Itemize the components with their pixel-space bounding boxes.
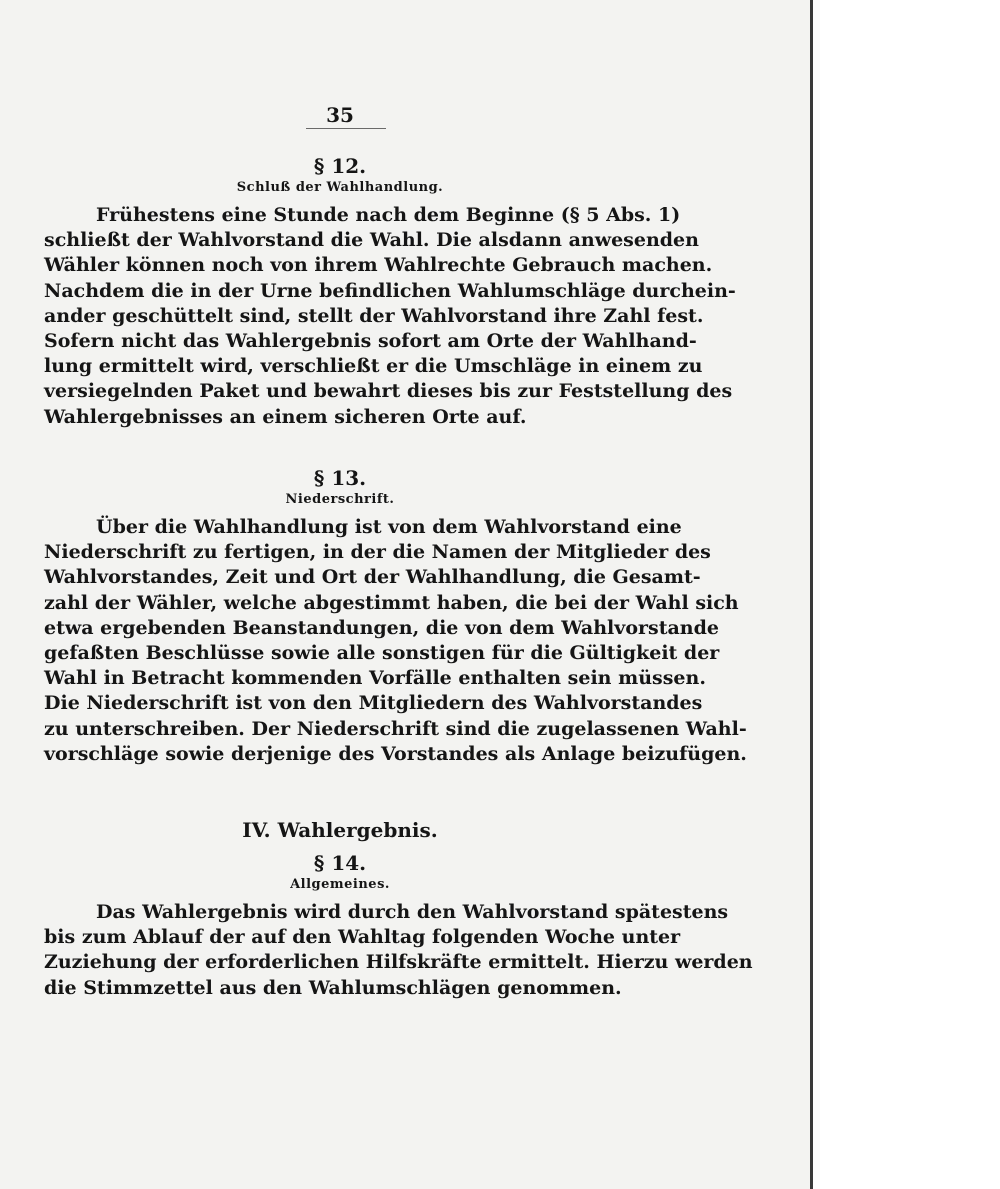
text-line: vorschläge sowie derjenige des Vorstandes als Anlage beizufügen. (44, 742, 747, 765)
page-number-rule (306, 128, 386, 129)
page-number: 35 (326, 103, 354, 127)
text-line: Die Niederschrift ist von den Mitgliedern des Wahlvorstandes (44, 692, 703, 715)
section-13-paragraph (44, 515, 747, 767)
section-12-number: § 12. (313, 154, 367, 178)
text-line: schließt der Wahlvorstand die Wahl. Die alsdann anwesenden (44, 229, 699, 252)
text-line: Wähler können noch von ihrem Wahlrechte Gebrauch machen. (44, 254, 713, 277)
text-line: Nachdem die in der Urne befindlichen Wahlumschläge durchein- (44, 279, 736, 302)
text-line: gefaßten Beschlüsse sowie alle sonstigen für die Gültigkeit der (44, 641, 720, 664)
section-12-title: Schluß der Wahlhandlung. (236, 180, 444, 195)
section-12-paragraph (44, 203, 736, 430)
text-line: zahl der Wähler, welche abgestimmt haben, die bei der Wahl sich (44, 591, 739, 614)
text-line: Wahlvorstandes, Zeit und Ort der Wahlhandlung, die Gesamt- (44, 566, 701, 589)
section-14-number: § 14. (313, 851, 367, 875)
page-edge-divider (810, 0, 813, 1189)
text-line: Das Wahlergebnis wird durch den Wahlvorstand spätestens (96, 901, 729, 923)
text-line: die Stimmzettel aus den Wahlumschlägen genommen. (44, 976, 622, 999)
text-line: Wahl in Betracht kommenden Vorfälle enthalten sein müssen. (44, 667, 706, 690)
text-line: Wahlergebnisses an einem sicheren Orte auf. (44, 405, 527, 428)
text-line: Frühestens eine Stunde nach dem Beginne (§ 5 Abs. 1) (96, 204, 681, 226)
text-line: bis zum Ablauf der auf den Wahltag folgenden Woche unter (44, 926, 681, 949)
text-line: lung ermittelt wird, verschließt er die Umschläge in einem zu (44, 355, 703, 378)
section-13-title: Niederschrift. (285, 492, 395, 507)
text-line: zu unterschreiben. Der Niederschrift sind die zugelassenen Wahl- (44, 717, 747, 740)
section-14-paragraph (44, 900, 753, 1001)
text-line: Niederschrift zu fertigen, in der die Namen der Mitglieder des (44, 541, 711, 564)
section-14-title: Allgemeines. (290, 877, 390, 892)
text-line: ander geschüttelt sind, stellt der Wahlvorstand ihre Zahl fest. (44, 304, 704, 327)
part-iv-title: IV. Wahlergebnis. (242, 818, 438, 842)
text-line: Über die Wahlhandlung ist von dem Wahlvorstand eine (96, 516, 682, 538)
section-13-number: § 13. (313, 466, 367, 490)
text-line: Zuziehung der erforderlichen Hilfskräfte ermittelt. Hierzu werden (44, 951, 753, 974)
text-line: versiegelnden Paket und bewahrt dieses bis zur Feststellung des (44, 380, 733, 403)
text-line: etwa ergebenden Beanstandungen, die von dem Wahlvorstande (44, 616, 719, 639)
text-line: Sofern nicht das Wahlergebnis sofort am Orte der Wahlhand- (44, 329, 697, 352)
